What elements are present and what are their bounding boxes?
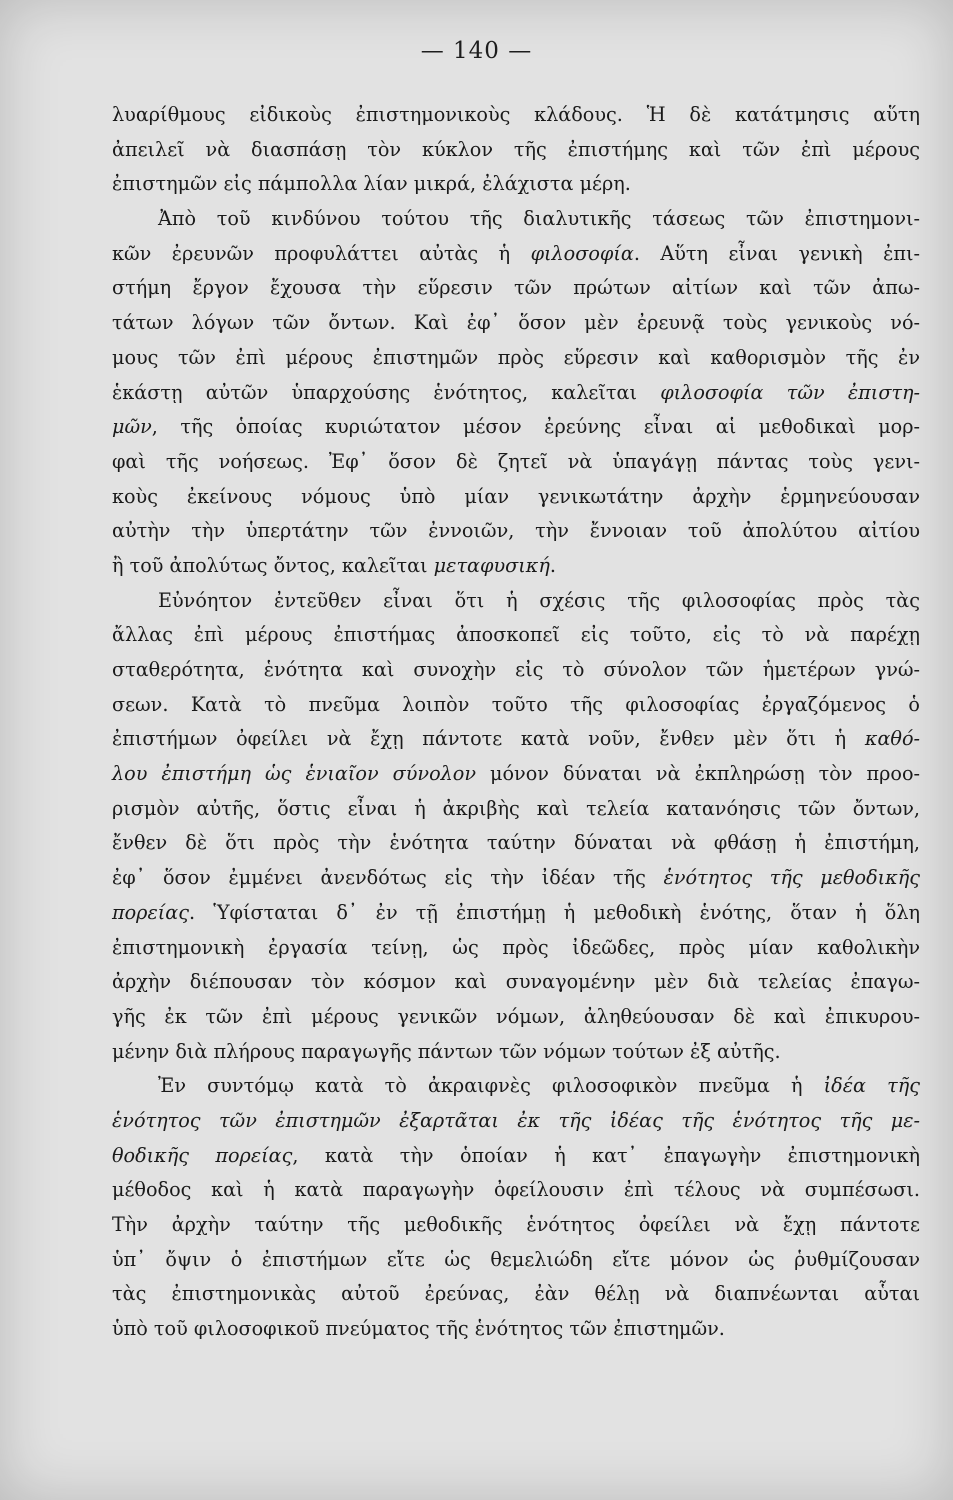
text-segment: σταθερότητα, ἑνότητα καὶ συνοχὴν εἰς τὸ σύνολον τῶν ἡμετέρων γνώ- xyxy=(112,658,920,681)
italic-text: ἑνότητος τῆς μεθοδικῆς xyxy=(663,866,920,890)
italic-text: φιλοσοφία xyxy=(530,241,634,265)
text-segment: αὐτὴν τὴν ὑπερτάτην τῶν ἐννοιῶν, τὴν ἔννοιαν τοῦ ἀπολύτου αἰτίου xyxy=(112,519,920,543)
text-line xyxy=(112,792,920,827)
italic-text: φιλοσοφία τῶν ἐπιστη- xyxy=(660,380,921,404)
text-line xyxy=(112,306,920,341)
text-segment: . Αὕτη εἶναι γενικὴ ἐπι- xyxy=(633,241,920,265)
text-line xyxy=(112,1208,920,1243)
italic-text: μῶν xyxy=(112,415,152,439)
text-segment: ρισμὸν αὐτῆς, ὅστις εἶναι ἡ ἀκριβὴς καὶ τελεία κατανόησις τῶν ὄντων, xyxy=(112,796,920,820)
text-line xyxy=(112,167,920,202)
text-line xyxy=(112,1139,920,1174)
text-line xyxy=(112,584,920,619)
text-line xyxy=(112,480,920,515)
text-segment: ἢ τοῦ ἀπολύτως ὄντος, καλεῖται xyxy=(112,553,434,577)
text-line xyxy=(112,410,920,445)
text-line xyxy=(112,653,920,688)
text-segment: ἑκάστῃ αὐτῶν ὑπαρχούσης ἑνότητος, καλεῖται xyxy=(112,380,661,404)
text-segment: . xyxy=(549,553,556,577)
text-segment: κῶν ἐρευνῶν προφυλάττει αὐτὰς ἡ xyxy=(112,241,531,265)
text-segment: , κατὰ τὴν ὁποίαν ἡ κατ᾽ ἐπαγωγὴν ἐπιστημονικὴ xyxy=(292,1143,920,1167)
italic-text: λου ἐπιστήμη ὡς ἑνιαῖον σύνολον xyxy=(112,762,477,786)
text-line xyxy=(112,1312,920,1347)
text-segment: γῆς ἐκ τῶν ἐπὶ μέρους γενικῶν νόμων, ἀληθεύουσαν δὲ καὶ ἐπικυρου- xyxy=(112,1004,920,1028)
text-line xyxy=(112,98,920,133)
text-line xyxy=(112,1035,920,1070)
text-segment: ὑπὸ τοῦ φιλοσοφικοῦ πνεύματος τῆς ἑνότητος τῶν ἐπιστημῶν. xyxy=(112,1317,725,1341)
text-line xyxy=(112,965,920,1000)
text-segment: μους τῶν ἐπὶ μέρους ἐπιστημῶν πρὸς εὕρεσιν καὶ καθορισμὸν τῆς ἐν xyxy=(112,345,920,369)
text-segment: ἄλλας ἐπὶ μέρους ἐπιστήμας ἀποσκοπεῖ εἰς τοῦτο, εἰς τὸ νὰ παρέχῃ xyxy=(112,623,920,647)
text-segment: κοὺς ἐκείνους νόμους ὑπὸ μίαν γενικωτάτην ἀρχὴν ἑρμηνεύουσαν xyxy=(112,484,920,508)
text-segment: λυαρίθμους εἰδικοὺς ἐπιστημονικοὺς κλάδους. Ἡ δὲ κατάτμησις αὕτη xyxy=(112,103,920,126)
italic-text: πορείας xyxy=(112,900,189,924)
text-line xyxy=(112,1069,920,1104)
text-line xyxy=(112,237,920,272)
italic-text: θοδικῆς πορείας xyxy=(112,1143,293,1167)
text-segment: τὰς ἐπιστημονικὰς αὐτοῦ ἐρεύνας, ἐὰν θέλῃ νὰ διαπνέωνται αὗται xyxy=(112,1282,920,1306)
text-segment: ὑπ᾽ ὄψιν ὁ ἐπιστήμων εἴτε ὡς θεμελιώδη εἴτε μόνον ὡς ῥυθμίζουσαν xyxy=(112,1247,920,1271)
text-line xyxy=(112,1173,920,1208)
italic-text: καθό- xyxy=(864,727,920,751)
italic-text: ἑνότητος τῶν ἐπιστημῶν ἐξαρτᾶται ἐκ τῆς ἰδέας τῆς ἑνότητος τῆς με- xyxy=(112,1108,920,1132)
text-segment: ἐπιστημῶν εἰς πάμπολλα λίαν μικρά, ἐλάχιστα μέρη. xyxy=(112,172,631,196)
text-line xyxy=(112,1277,920,1312)
text-segment: , τῆς ὁποίας κυριώτατον μέσον ἐρεύνης εἶναι αἱ μεθοδικαὶ μορ- xyxy=(151,415,920,439)
text-line xyxy=(112,1243,920,1278)
page-number: — 140 — xyxy=(420,38,533,64)
text-segment: Ἐν συντόμῳ κατὰ τὸ ἀκραιφνὲς φιλοσοφικὸν πνεῦμα ἡ xyxy=(158,1074,824,1098)
text-segment: Ἀπὸ τοῦ κινδύνου τούτου τῆς διαλυτικῆς τάσεως τῶν ἐπιστημονι- xyxy=(158,207,920,231)
text-line xyxy=(112,757,920,792)
italic-text: ἰδέα τῆς xyxy=(823,1074,920,1098)
text-segment: μέθοδος καὶ ἡ κατὰ παραγωγὴν ὀφείλουσιν ἐπὶ τέλους νὰ συμπέσωσι. xyxy=(112,1178,920,1202)
text-line xyxy=(112,1104,920,1139)
text-line xyxy=(112,861,920,896)
text-segment: ἀπειλεῖ νὰ διασπάσῃ τὸν κύκλον τῆς ἐπιστήμης καὶ τῶν ἐπὶ μέρους xyxy=(112,137,920,161)
text-segment: ἔνθεν δὲ ὅτι πρὸς τὴν ἑνότητα ταύτην δύναται νὰ φθάσῃ ἡ ἐπιστήμη, xyxy=(112,831,920,855)
body-text xyxy=(112,98,920,1347)
text-line xyxy=(112,1000,920,1035)
text-line xyxy=(112,618,920,653)
text-segment: ἀρχὴν διέπουσαν τὸν κόσμον καὶ συναγομένην μὲν διὰ τελείας ἐπαγω- xyxy=(112,970,920,994)
text-segment: Εὐνόητον ἐντεῦθεν εἶναι ὅτι ἡ σχέσις τῆς φιλοσοφίας πρὸς τὰς xyxy=(158,588,920,612)
text-line xyxy=(112,376,920,411)
text-segment: μένην διὰ πλήρους παραγωγῆς πάντων τῶν νόμων τούτων ἐξ αὐτῆς. xyxy=(112,1039,781,1063)
text-segment: στήμη ἔργον ἔχουσα τὴν εὕρεσιν τῶν πρώτων αἰτίων καὶ τῶν ἀπω- xyxy=(112,276,920,300)
text-line xyxy=(112,514,920,549)
text-line xyxy=(112,826,920,861)
text-line xyxy=(112,445,920,480)
text-segment: ἐφ᾽ ὅσον ἐμμένει ἀνενδότως εἰς τὴν ἰδέαν τῆς xyxy=(112,866,664,890)
text-line xyxy=(112,202,920,237)
text-line xyxy=(112,931,920,966)
text-line xyxy=(112,896,920,931)
text-line xyxy=(112,688,920,723)
text-segment: μόνον δύναται νὰ ἐκπληρώσῃ τὸν προο- xyxy=(476,762,921,786)
text-segment: σεων. Κατὰ τὸ πνεῦμα λοιπὸν τοῦτο τῆς φιλοσοφίας ἐργαζόμενος ὁ xyxy=(112,692,920,716)
text-segment: τάτων λόγων τῶν ὄντων. Καὶ ἐφ᾽ ὅσον μὲν ἐρευνᾷ τοὺς γενικοὺς νό- xyxy=(112,311,920,335)
text-segment: ἐπιστημονικὴ ἐργασία τείνῃ, ὡς πρὸς ἰδεῶδες, πρὸς μίαν καθολικὴν xyxy=(112,935,920,959)
text-segment: . Ὑφίσταται δ᾽ ἐν τῇ ἐπιστήμῃ ἡ μεθοδικὴ ἑνότης, ὅταν ἡ ὅλη xyxy=(188,900,920,924)
text-line xyxy=(112,133,920,168)
text-segment: ἐπιστήμων ὀφείλει νὰ ἔχῃ πάντοτε κατὰ νοῦν, ἔνθεν μὲν ὅτι ἡ xyxy=(112,727,865,751)
text-line xyxy=(112,271,920,306)
text-line xyxy=(112,549,920,584)
text-segment: Τὴν ἀρχὴν ταύτην τῆς μεθοδικῆς ἑνότητος ὀφείλει νὰ ἔχῃ πάντοτε xyxy=(112,1213,920,1236)
text-segment: φαὶ τῆς νοήσεως. Ἐφ᾽ ὅσον δὲ ζητεῖ νὰ ὑπαγάγῃ πάντας τοὺς γενι- xyxy=(112,449,920,473)
text-line xyxy=(112,341,920,376)
italic-text: μεταφυσική xyxy=(433,553,550,577)
text-line xyxy=(112,722,920,757)
